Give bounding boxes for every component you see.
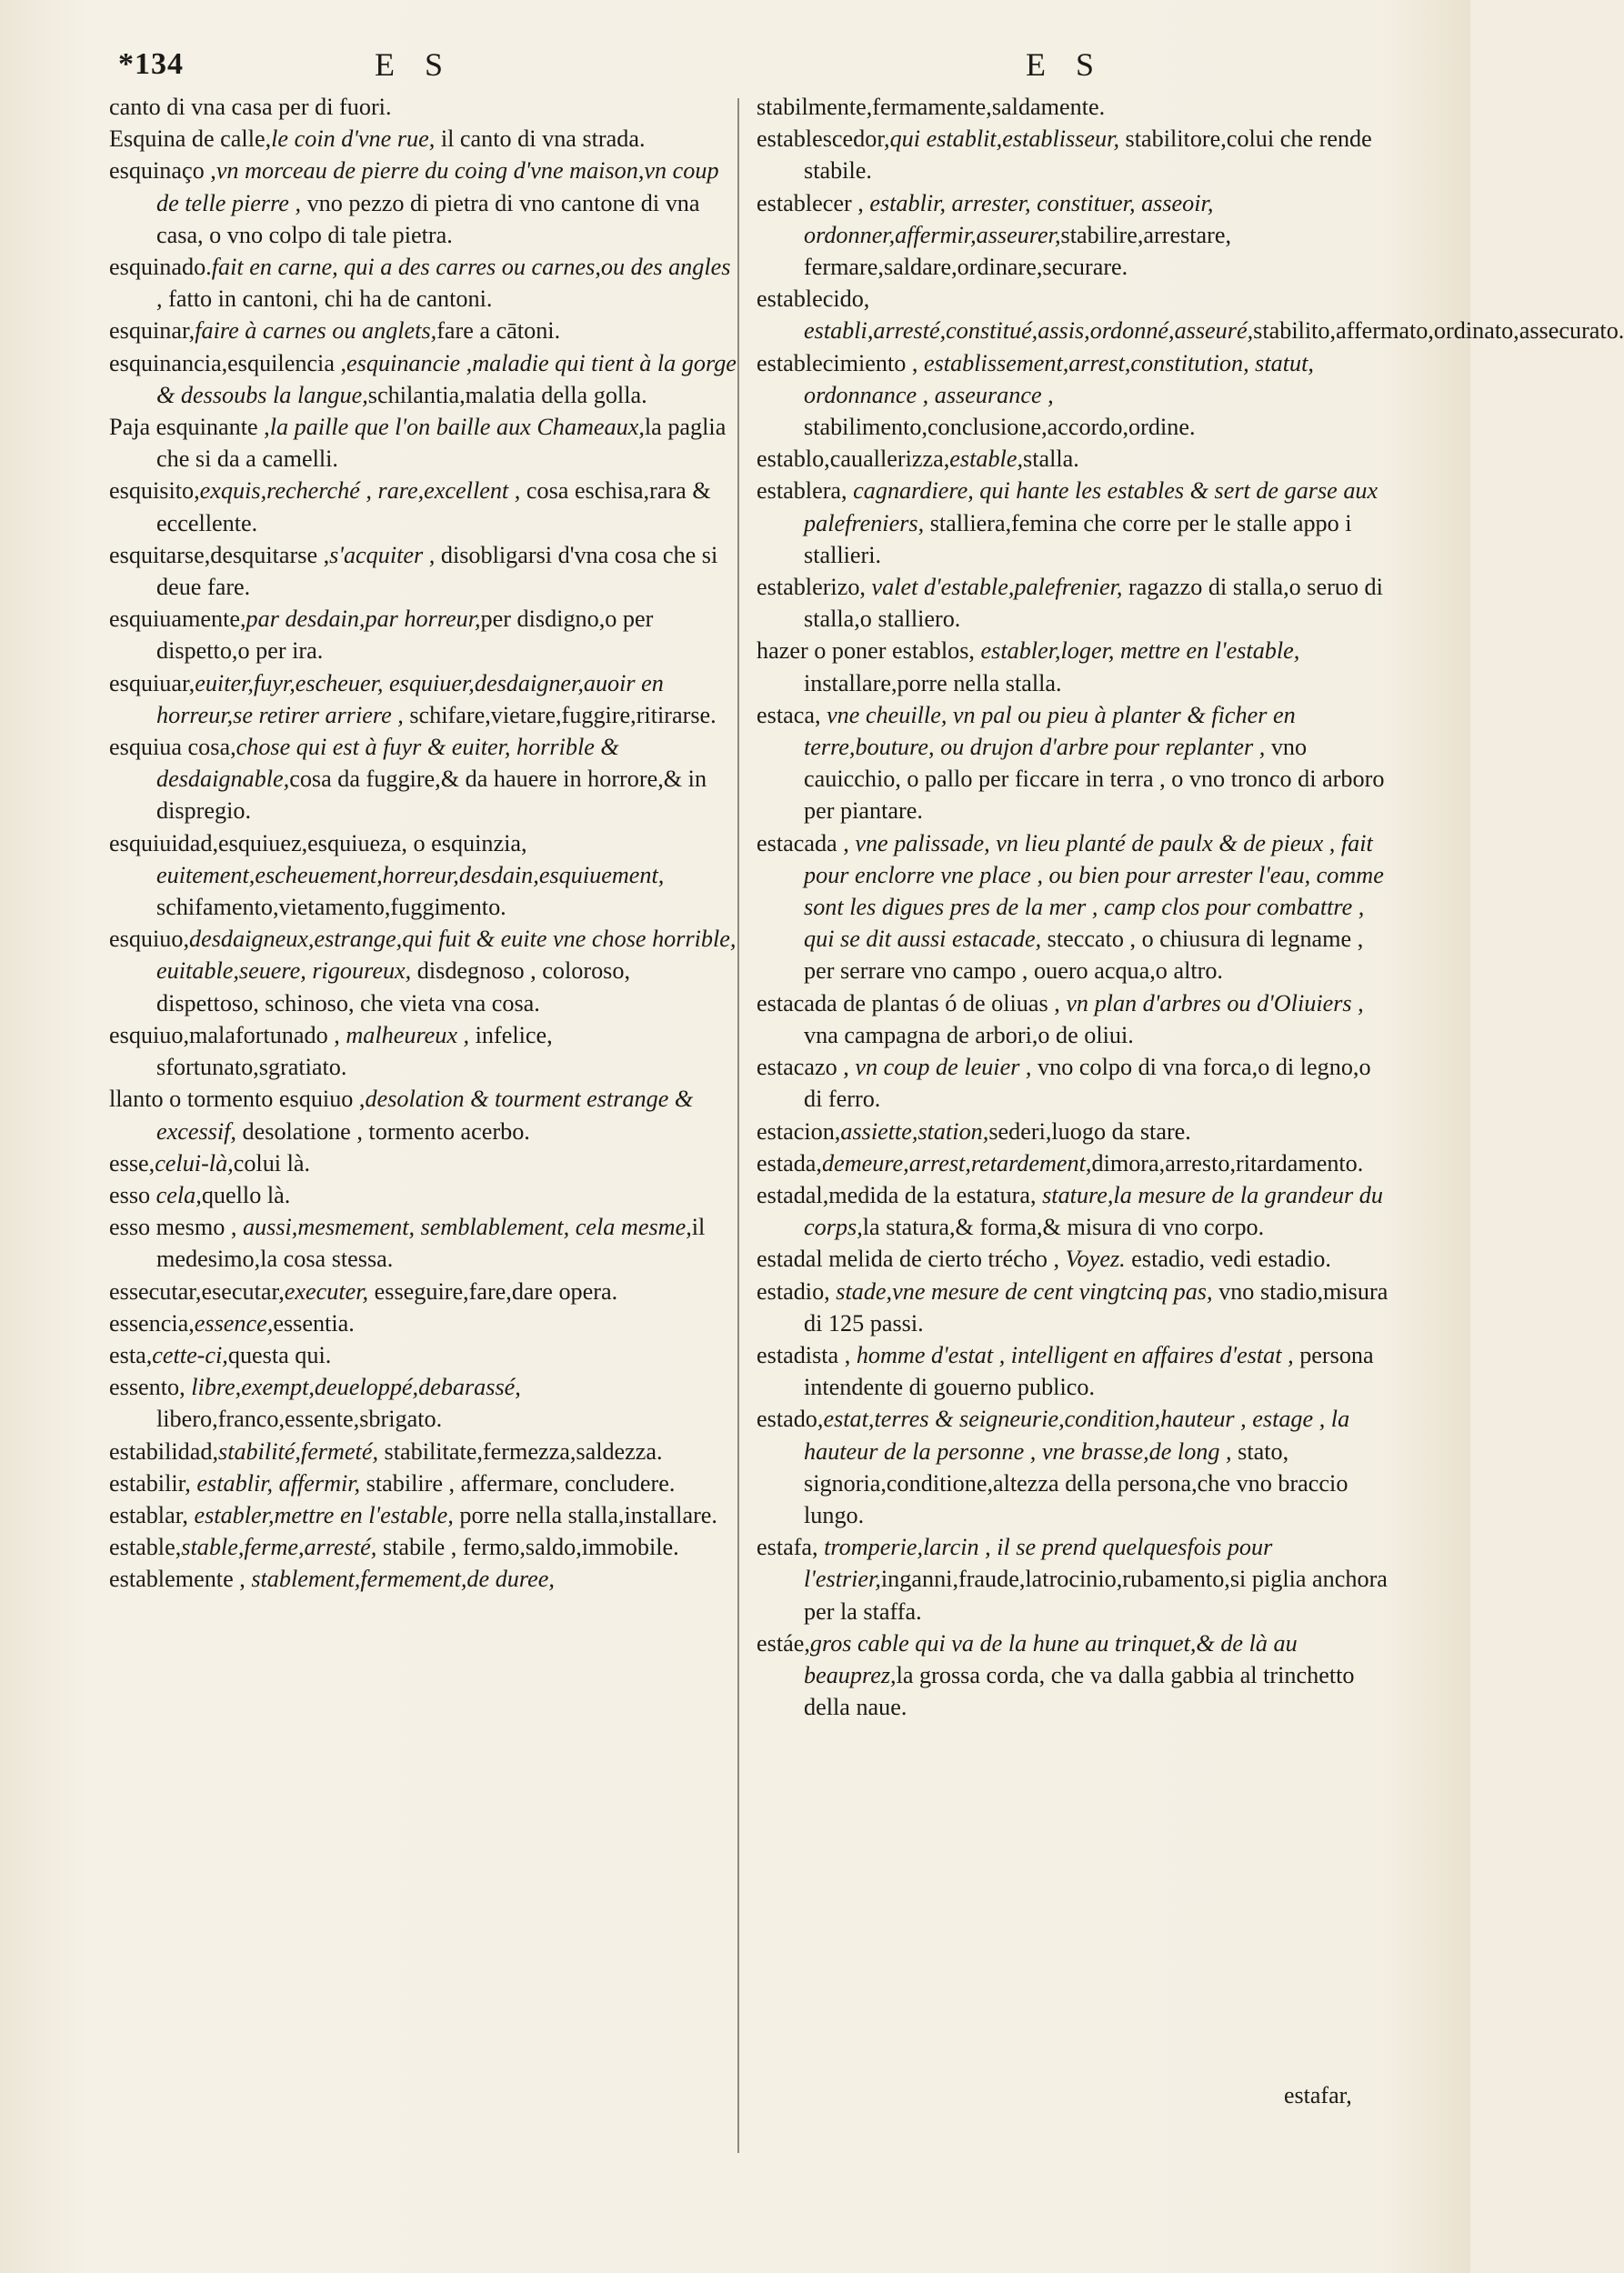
- dictionary-entry: [757, 1531, 1393, 1627]
- entry-french-gloss: establir, affermir,: [190, 1469, 361, 1497]
- entry-italian-gloss: stabilire , affermare, concludere.: [360, 1469, 676, 1497]
- entry-headword: esso mesmo ,: [109, 1214, 237, 1241]
- entry-french-gloss: establir, arrester, constituer, asseoir, ordonner,affermir,asseurer,: [804, 189, 1214, 248]
- entry-french-gloss: faire à carnes ou anglets,: [195, 317, 437, 345]
- dictionary-entry: [109, 251, 737, 315]
- entry-italian-gloss: schilantia,malatia della golla.: [367, 381, 647, 408]
- entry-italian-gloss: vno stadio,misura di 125 passi.: [804, 1277, 1388, 1337]
- entry-italian-gloss: porre nella stalla,installare.: [453, 1501, 717, 1528]
- running-head-left: E S: [375, 46, 455, 83]
- entry-headword: estabilir,: [109, 1469, 191, 1497]
- entry-headword: estadal,medida de la estatura,: [757, 1181, 1037, 1208]
- dictionary-entry: [109, 411, 737, 475]
- dictionary-entry: [109, 731, 737, 827]
- dictionary-entry: [109, 1179, 737, 1211]
- entry-french-gloss: s'acquiter ,: [329, 541, 436, 568]
- entry-headword: esquiuo,: [109, 926, 190, 953]
- entry-italian-gloss: schifare,vietare,fuggire,ritirarse.: [403, 701, 717, 728]
- entry-italian-gloss: schifamento,vietamento,fuggimento.: [156, 894, 506, 921]
- entry-italian-gloss: libero,franco,essente,sbrigato.: [156, 1406, 443, 1433]
- dictionary-entry: [109, 667, 737, 731]
- entry-headword: llanto o tormento esquiuo ,: [109, 1086, 366, 1113]
- entry-french-gloss: stablement,fermement,de duree,: [245, 1566, 555, 1593]
- entry-headword: establecido,: [757, 285, 870, 313]
- entry-french-gloss: estat,terres & seigneurie,condition,hauteur , estage , la hauteur de la personne , vne brasse,de long ,: [804, 1406, 1350, 1465]
- entry-french-gloss: euiter,fuyr,escheuer, esquiuer,desdaigner,auoir en horreur,se retirer arriere ,: [156, 669, 664, 728]
- entry-french-gloss: cagnardiere, qui hante les estables & sert de garse aux palefreniers,: [804, 477, 1378, 536]
- entry-french-gloss: establissement,arrest,constitution, statut, ordonnance , asseurance ,: [804, 349, 1314, 408]
- entry-french-gloss: vn coup de leuier ,: [848, 1054, 1032, 1081]
- entry-headword: essecutar,esecutar,: [109, 1277, 285, 1305]
- dictionary-entry: [757, 1627, 1393, 1724]
- entry-french-gloss: celui-là,: [155, 1149, 234, 1177]
- entry-italian-gloss: dimora,arresto,ritardamento.: [1091, 1149, 1364, 1177]
- entry-headword: esquisito,: [109, 477, 200, 505]
- entry-italian-gloss: vno pezzo di pietra di vno cantone di vna casa, o vno colpo di tale pietra.: [156, 189, 700, 248]
- entry-italian-gloss: per disdigno,o per dispetto,o per ira.: [156, 606, 654, 665]
- catchword: estafar,: [1284, 2082, 1352, 2108]
- entry-french-gloss: stable,ferme,arresté,: [181, 1534, 377, 1561]
- dictionary-entry: [757, 347, 1393, 444]
- entry-headword: hazer o poner establos,: [757, 637, 975, 665]
- entry-french-gloss: fait en carne, qui a des carres ou carnes,ou des angles ,: [156, 254, 731, 313]
- entry-italian-gloss: stabilitore,colui che rende stabile.: [804, 125, 1372, 185]
- entry-headword: essento,: [109, 1374, 185, 1401]
- entry-french-gloss: chose qui est à fuyr & euiter, horrible & desdaignable,: [156, 734, 619, 793]
- entry-italian-gloss: la paglia che si da a camelli.: [156, 414, 727, 473]
- entry-headword: esta,: [109, 1341, 153, 1368]
- entry-italian-gloss: la statura,& forma,& misura di vno corpo.: [862, 1214, 1265, 1241]
- dictionary-entry: [109, 347, 737, 411]
- entry-headword: estacada de plantas ó de oliuas ,: [757, 989, 1060, 1016]
- entry-italian-gloss: persona intendente di gouerno publico.: [804, 1341, 1374, 1401]
- entry-french-gloss: homme d'estat , intelligent en affaires d'estat ,: [850, 1341, 1294, 1368]
- entry-french-gloss: stature,la mesure de la grandeur du corps,: [804, 1181, 1383, 1241]
- entry-headword: stabilmente,fermamente,saldamente.: [757, 94, 1106, 120]
- entry-italian-gloss: stabilito,affermato,ordinato,assecurato.: [1253, 317, 1624, 345]
- dictionary-entry: [109, 123, 737, 155]
- entry-italian-gloss: inganni,fraude,latrocinio,rubamento,si piglia anchora per la staffa.: [804, 1566, 1388, 1625]
- dictionary-entry: [757, 475, 1393, 571]
- dictionary-entry: [109, 539, 737, 603]
- entry-french-gloss: executer,: [284, 1277, 369, 1305]
- entry-french-gloss: establer,loger, mettre en l'estable,: [974, 637, 1300, 665]
- dictionary-entry: [109, 1436, 737, 1467]
- entry-french-gloss: libre,exempt,deueloppé,debarassé,: [185, 1374, 521, 1401]
- entry-headword: estadista ,: [757, 1341, 851, 1368]
- dictionary-entry: [757, 283, 1624, 346]
- entry-italian-gloss: infelice, sfortunato,sgratiato.: [156, 1021, 553, 1081]
- dictionary-entry: [109, 1083, 737, 1147]
- entry-italian-gloss: colui là.: [233, 1149, 311, 1177]
- entry-italian-gloss: stabilitate,fermezza,saldezza.: [378, 1437, 663, 1465]
- entry-headword: estacada ,: [757, 829, 849, 856]
- entry-headword: establerizo,: [757, 574, 866, 601]
- dictionary-entry: [109, 1563, 737, 1595]
- entry-french-gloss: cela,: [155, 1181, 202, 1208]
- entry-headword: estable,: [109, 1534, 182, 1561]
- dictionary-entry: [109, 1499, 737, 1531]
- entry-french-gloss: exquis,recherché , rare,excellent ,: [199, 477, 521, 505]
- dictionary-entry: [757, 91, 1393, 123]
- entry-french-gloss: estable,: [949, 446, 1024, 473]
- dictionary-entry: [757, 1276, 1393, 1339]
- entry-italian-gloss: stato, signoria,conditione,altezza della persona,che vno braccio lungo.: [804, 1437, 1348, 1528]
- right-column: [757, 91, 1624, 1723]
- entry-french-gloss: la paille que l'on baille aux Chameaux,: [269, 414, 645, 441]
- entry-headword: esquiuamente,: [109, 606, 246, 633]
- entry-italian-gloss: installare,porre nella stalla.: [804, 669, 1062, 696]
- entry-french-gloss: assiette,station,: [840, 1117, 989, 1145]
- entry-headword: estacion,: [757, 1117, 841, 1145]
- entry-headword: canto di vna casa per di fuori.: [109, 94, 392, 120]
- entry-headword: esquitarse,desquitarse ,: [109, 541, 330, 568]
- dictionary-entry: [757, 635, 1393, 698]
- entry-headword: esquiuar,: [109, 669, 195, 696]
- entry-italian-gloss: steccato , o chiusura di legname , per serrare vno campo , ouero acqua,o altro.: [804, 926, 1364, 985]
- entry-french-gloss: vn plan d'arbres ou d'Oliuiers ,: [1059, 989, 1364, 1016]
- entry-french-gloss: stabilité,fermeté,: [218, 1437, 378, 1465]
- entry-headword: estaca,: [757, 701, 821, 728]
- entry-french-gloss: Voyez.: [1059, 1246, 1126, 1273]
- entry-headword: establemente ,: [109, 1566, 246, 1593]
- entry-italian-gloss: quello là.: [201, 1181, 291, 1208]
- entry-headword: estadio,: [757, 1277, 830, 1305]
- entry-headword: Esquina de calle,: [109, 125, 272, 153]
- entry-french-gloss: par desdain,par horreur,: [246, 606, 481, 633]
- dictionary-entry: [109, 1211, 737, 1275]
- entry-french-gloss: qui establit,establisseur,: [889, 125, 1119, 153]
- entry-headword: estacazo ,: [757, 1054, 849, 1081]
- entry-headword: establecer ,: [757, 189, 864, 216]
- entry-italian-gloss: stalliera,femina che corre per le stalle appo i stallieri.: [804, 509, 1352, 568]
- entry-italian-gloss: cosa eschisa,rara & eccellente.: [156, 477, 711, 536]
- entry-italian-gloss: ragazzo di stalla,o seruo di stalla,o stalliero.: [804, 574, 1383, 633]
- dictionary-entry: [757, 443, 1393, 475]
- dictionary-entry: [757, 1116, 1393, 1147]
- entry-french-gloss: vn morceau de pierre du coing d'vne maison,vn coup de telle pierre ,: [156, 157, 719, 216]
- entry-italian-gloss: esseguire,fare,dare opera.: [368, 1277, 618, 1305]
- entry-italian-gloss: stabilire,arrestare, fermare,saldare,ordinare,securare.: [804, 221, 1232, 281]
- entry-headword: esquinancia,esquilencia ,: [109, 349, 347, 376]
- entry-french-gloss: tromperie,larcin , il se prend quelquesfois pour l'estrier,: [804, 1534, 1273, 1593]
- dictionary-entry: [109, 1531, 737, 1563]
- entry-italian-gloss: questa qui.: [227, 1341, 332, 1368]
- dictionary-entry: [757, 827, 1393, 987]
- entry-headword: estafa,: [757, 1534, 818, 1561]
- entry-italian-gloss: fatto in cantoni, chi ha de cantoni.: [162, 285, 493, 313]
- entry-headword: esquinar,: [109, 317, 195, 345]
- left-column: [109, 91, 737, 1596]
- entry-headword: establecimiento ,: [757, 349, 918, 376]
- entry-french-gloss: gros cable qui va de la hune au trinquet,& de là au beauprez,: [804, 1629, 1298, 1688]
- entry-french-gloss: demeure,arrest,retardement,: [821, 1149, 1092, 1177]
- entry-french-gloss: vne cheuille, vn pal ou pieu à planter & ficher en terre,bouture, ou drujon d'arbre pour replanter ,: [804, 701, 1296, 761]
- dictionary-entry: [109, 1371, 737, 1435]
- entry-italian-gloss: il canto di vna strada.: [435, 125, 646, 153]
- column-divider: [737, 98, 739, 2153]
- entry-headword: establo,cauallerizza,: [757, 446, 950, 473]
- entry-headword: esquiuo,malafortunado ,: [109, 1021, 340, 1048]
- entry-headword: esquiua cosa,: [109, 734, 236, 761]
- entry-headword: esquiuidad,esquiuez,esquiueza, o esquinzia,: [109, 829, 527, 856]
- entry-headword: essencia,: [109, 1309, 195, 1337]
- entry-italian-gloss: cosa da fuggire,& da hauere in horrore,& in dispregio.: [156, 766, 707, 825]
- dictionary-entry: [109, 827, 737, 924]
- entry-french-gloss: desdaigneux,estrange,qui fuit & euite vne chose horrible, euitable,seuere, rigoureux,: [156, 926, 737, 985]
- entry-headword: estáe,: [757, 1629, 810, 1657]
- entry-italian-gloss: desolatione , tormento acerbo.: [236, 1117, 530, 1145]
- entry-french-gloss: malheureux ,: [339, 1021, 470, 1048]
- entry-italian-gloss: stabilimento,conclusione,accordo,ordine.: [804, 414, 1196, 441]
- entry-headword: Paja esquinante ,: [109, 414, 270, 441]
- dictionary-entry: [109, 1019, 737, 1083]
- dictionary-entry: [757, 187, 1393, 284]
- entry-french-gloss: establer,mettre en l'estable,: [187, 1501, 454, 1528]
- dictionary-entry: [109, 315, 737, 346]
- entry-french-gloss: desolation & tourment estrange & excessif,: [156, 1086, 694, 1145]
- dictionary-entry: [109, 1147, 737, 1179]
- page-number: *134: [118, 47, 184, 81]
- entry-italian-gloss: essentia.: [273, 1309, 355, 1337]
- dictionary-entry: [109, 1276, 737, 1307]
- entry-french-gloss: vne palissade, vn lieu planté de paulx & de pieux , fait pour enclorre vne place , ou bien pour arrester l'eau, comme sont les digues pres de la mer , camp clos pour combattre , qui se dit aussi estacade,: [804, 829, 1384, 953]
- dictionary-entry: [757, 123, 1393, 186]
- entry-headword: estado,: [757, 1406, 824, 1433]
- entry-headword: establescedor,: [757, 125, 890, 153]
- entry-french-gloss: aussi,mesmement, semblablement, cela mesme,: [236, 1214, 692, 1241]
- entry-italian-gloss: vno cauicchio, o pallo per ficcare in terra , o vno tronco di arboro per piantare.: [804, 734, 1385, 825]
- entry-headword: esquinaço ,: [109, 157, 216, 185]
- entry-headword: esse,: [109, 1149, 155, 1177]
- dictionary-entry: [757, 1339, 1393, 1403]
- entry-headword: establera,: [757, 477, 847, 505]
- entry-french-gloss: establi,arresté,constitué,assis,ordonné,asseuré,: [804, 317, 1254, 345]
- entry-italian-gloss: stabile , fermo,saldo,immobile.: [376, 1534, 679, 1561]
- entry-french-gloss: valet d'estable,palefrenier,: [865, 574, 1123, 601]
- dictionary-entry: [109, 91, 737, 123]
- dictionary-entry: [757, 1243, 1393, 1275]
- dictionary-entry: [109, 475, 737, 538]
- entry-french-gloss: esquinancie ,maladie qui tient à la gorge & dessoubs la langue,: [156, 349, 737, 408]
- entry-italian-gloss: la grossa corda, che va dalla gabbia al trinchetto della naue.: [804, 1661, 1355, 1721]
- dictionary-entry: [757, 1147, 1393, 1179]
- running-head-right: E S: [1026, 46, 1106, 83]
- entry-italian-gloss: vna campagna de arbori,o de oliui.: [804, 1021, 1134, 1048]
- entry-headword: estada,: [757, 1149, 822, 1177]
- entry-italian-gloss: vno colpo di vna forca,o di legno,o di ferro.: [804, 1054, 1371, 1113]
- dictionary-entry: [109, 1339, 737, 1371]
- dictionary-entry: [757, 1403, 1393, 1531]
- dictionary-entry: [757, 699, 1393, 827]
- entry-french-gloss: cette-ci,: [152, 1341, 228, 1368]
- entry-italian-gloss: disdegnoso , coloroso, dispettoso, schinoso, che vieta vna cosa.: [156, 957, 630, 1016]
- dictionary-entry: [109, 923, 737, 1019]
- entry-headword: esquinado.: [109, 254, 212, 281]
- entry-headword: establar,: [109, 1501, 188, 1528]
- dictionary-entry: [757, 1051, 1393, 1115]
- dictionary-entry: [757, 571, 1393, 635]
- entry-french-gloss: euitement,escheuement,horreur,desdain,esquiuement,: [156, 861, 665, 888]
- entry-italian-gloss: fare a cātoni.: [436, 317, 561, 345]
- entry-italian-gloss: stalla.: [1023, 446, 1079, 473]
- dictionary-entry: [109, 603, 737, 666]
- entry-headword: estabilidad,: [109, 1437, 218, 1465]
- entry-headword: esso: [109, 1181, 156, 1208]
- entry-french-gloss: stade,vne mesure de cent vingtcinq pas,: [829, 1277, 1213, 1305]
- dictionary-entry: [109, 1467, 737, 1499]
- entry-italian-gloss: il medesimo,la cosa stessa.: [156, 1214, 706, 1273]
- entry-french-gloss: le coin d'vne rue,: [271, 125, 436, 153]
- entry-italian-gloss: estadio, vedi estadio.: [1125, 1246, 1331, 1273]
- entry-headword: estadal melida de cierto trécho ,: [757, 1246, 1060, 1273]
- dictionary-entry: [757, 1179, 1393, 1243]
- dictionary-entry: [109, 1307, 737, 1339]
- entry-french-gloss: essence,: [194, 1309, 274, 1337]
- entry-italian-gloss: disobligarsi d'vna cosa che si deue fare.: [156, 541, 718, 601]
- entry-italian-gloss: sederi,luogo da stare.: [988, 1117, 1191, 1145]
- dictionary-entry: [109, 155, 737, 251]
- dictionary-entry: [757, 987, 1393, 1051]
